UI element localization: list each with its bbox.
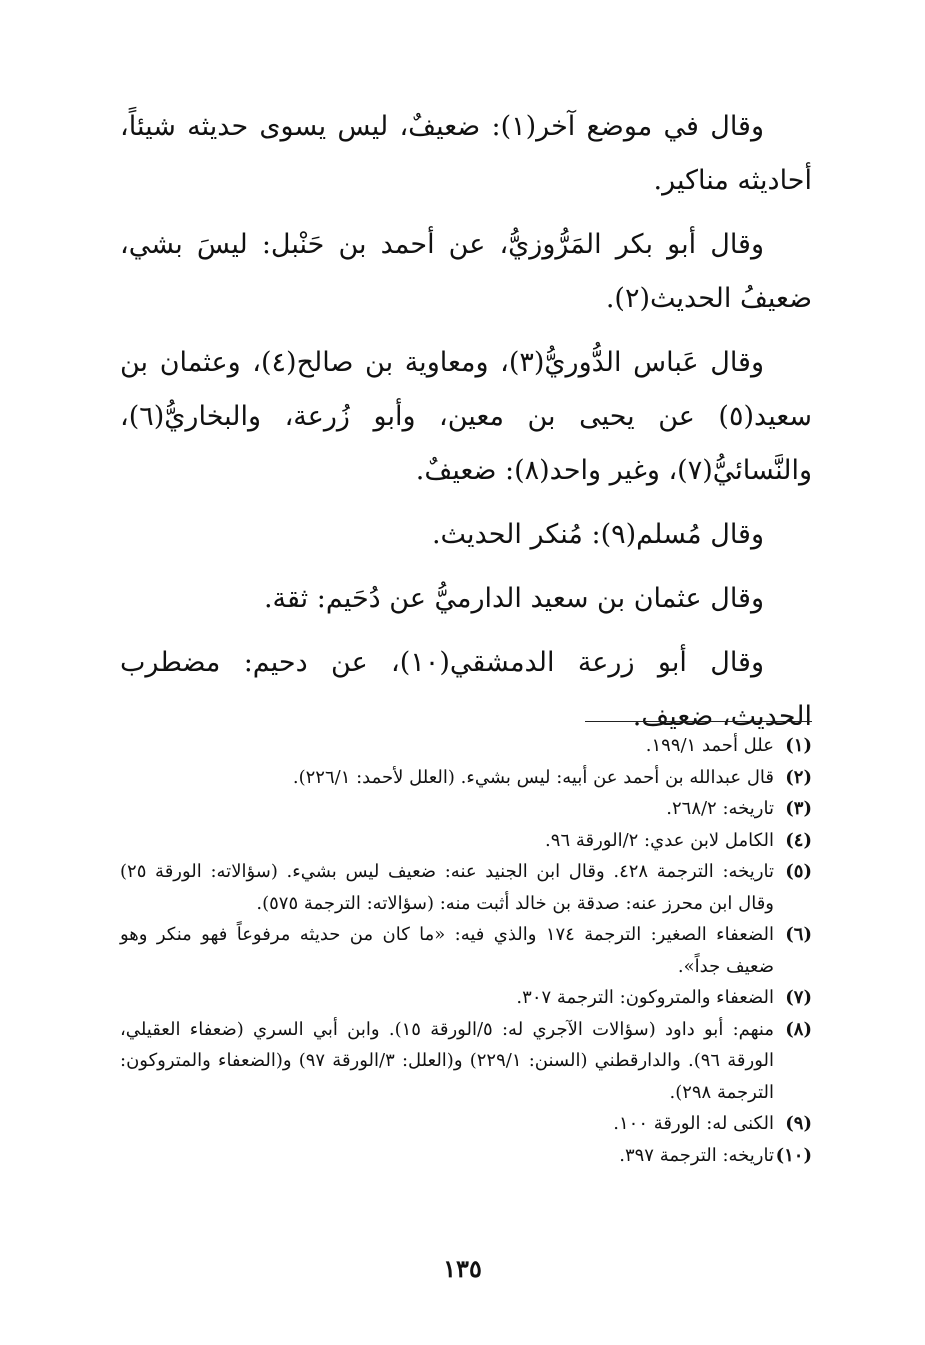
footnote-text: الكامل لابن عدي: ٢/الورقة ٩٦. bbox=[545, 829, 774, 851]
body-paragraph-1: وقال في موضع آخر(١): ضعيفٌ، ليس يسوى حديثه شيئاً، أحاديثه مناكير. bbox=[120, 111, 812, 196]
footnotes bbox=[120, 730, 812, 1171]
footnote-text: الضعفاء الصغير: الترجمة ١٧٤ والذي فيه: «ما كان من حديثه مرفوعاً فهو منكر وهو ضعيف جداً». bbox=[120, 924, 774, 977]
footnote-7 bbox=[120, 982, 812, 1014]
footnote-number: (٧) bbox=[785, 987, 812, 1008]
footnote-8 bbox=[120, 1014, 812, 1109]
footnote-text: الضعفاء والمتروكون: الترجمة ٣٠٧. bbox=[516, 987, 774, 1008]
footnote-1 bbox=[120, 730, 812, 762]
footnote-number: (١) bbox=[785, 735, 812, 756]
body-paragraph-5: وقال عثمان بن سعيد الدارميُّ عن دُحَيم: ثقة. bbox=[263, 583, 764, 614]
footnote-4 bbox=[120, 825, 812, 857]
main-text bbox=[120, 100, 812, 754]
footnote-number: (١٠) bbox=[775, 1144, 812, 1166]
footnote-number: (٦) bbox=[785, 924, 812, 945]
footnote-text: منهم: أبو داود (سؤالات الآجري له: ٥/الورقة ١٥). وابن أبي السري (ضعفاء العقيلي، الورقة ٩٦). والدارقطني (السنن: ٢٢٩/١) و(العلل: ٣/الورقة ٩٧) و(الضعفاء والمتروكون: الترجمة ٢٩٨). bbox=[120, 1018, 775, 1103]
footnote-text: تاريخه: ٢٦٨/٢. bbox=[666, 798, 774, 819]
footnote-text: تاريخه: الترجمة ٣٩٧. bbox=[619, 1144, 774, 1166]
footnote-number: (٢) bbox=[785, 766, 812, 788]
footnote-text: تاريخه: الترجمة ٤٢٨. وقال ابن الجنيد عنه: ضعيف ليس بشيء. (سؤالاته: الورقة ٢٥) وقال ابن محرز عنه: صدقة بن خالد أثبت منه: (سؤالاته: الترجمة ٥٧٥). bbox=[120, 861, 775, 914]
footnote-5 bbox=[120, 856, 812, 919]
footnote-9 bbox=[120, 1108, 812, 1140]
footnote-3 bbox=[120, 793, 812, 825]
footnote-number: (٥) bbox=[785, 861, 812, 882]
footnote-10 bbox=[120, 1140, 812, 1172]
footnote-text: الكنى له: الورقة ١٠٠. bbox=[613, 1113, 774, 1134]
body-paragraph-4: وقال مُسلم(٩): مُنكر الحديث. bbox=[431, 519, 764, 550]
body-paragraph-6: وقال أبو زرعة الدمشقي(١٠)، عن دحيم: مضطرب الحديث، ضعيف. bbox=[120, 647, 812, 732]
footnote-number: (٣) bbox=[785, 798, 812, 819]
footnote-text: قال عبدالله بن أحمد عن أبيه: ليس بشيء. (العلل لأحمد: ٢٢٦/١). bbox=[292, 766, 774, 788]
footnote-number: (٤) bbox=[785, 829, 812, 851]
footnote-separator bbox=[585, 721, 812, 722]
footnote-number: (٨) bbox=[785, 1018, 812, 1040]
page-number: ١٣٥ bbox=[443, 1254, 482, 1283]
body-paragraph-2: وقال أبو بكر المَرُّوزيُّ، عن أحمد بن حَنْبل: ليسَ بشي، ضعيفُ الحديث(٢). bbox=[120, 229, 812, 314]
footnote-6 bbox=[120, 919, 812, 982]
body-paragraph-3: وقال عَباس الدُّوريُّ(٣)، ومعاوية بن صالح(٤)، وعثمان بن سعيد(٥) عن يحيى بن معين، وأبو زُرعة، والبخاريُّ(٦)، والنَّسائيُّ(٧)، وغير واحد(٨): ضعيفٌ. bbox=[120, 347, 812, 486]
footnote-text: علل أحمد ١٩٩/١. bbox=[645, 735, 774, 756]
footnote-number: (٩) bbox=[785, 1113, 812, 1134]
footnote-2 bbox=[120, 762, 812, 794]
